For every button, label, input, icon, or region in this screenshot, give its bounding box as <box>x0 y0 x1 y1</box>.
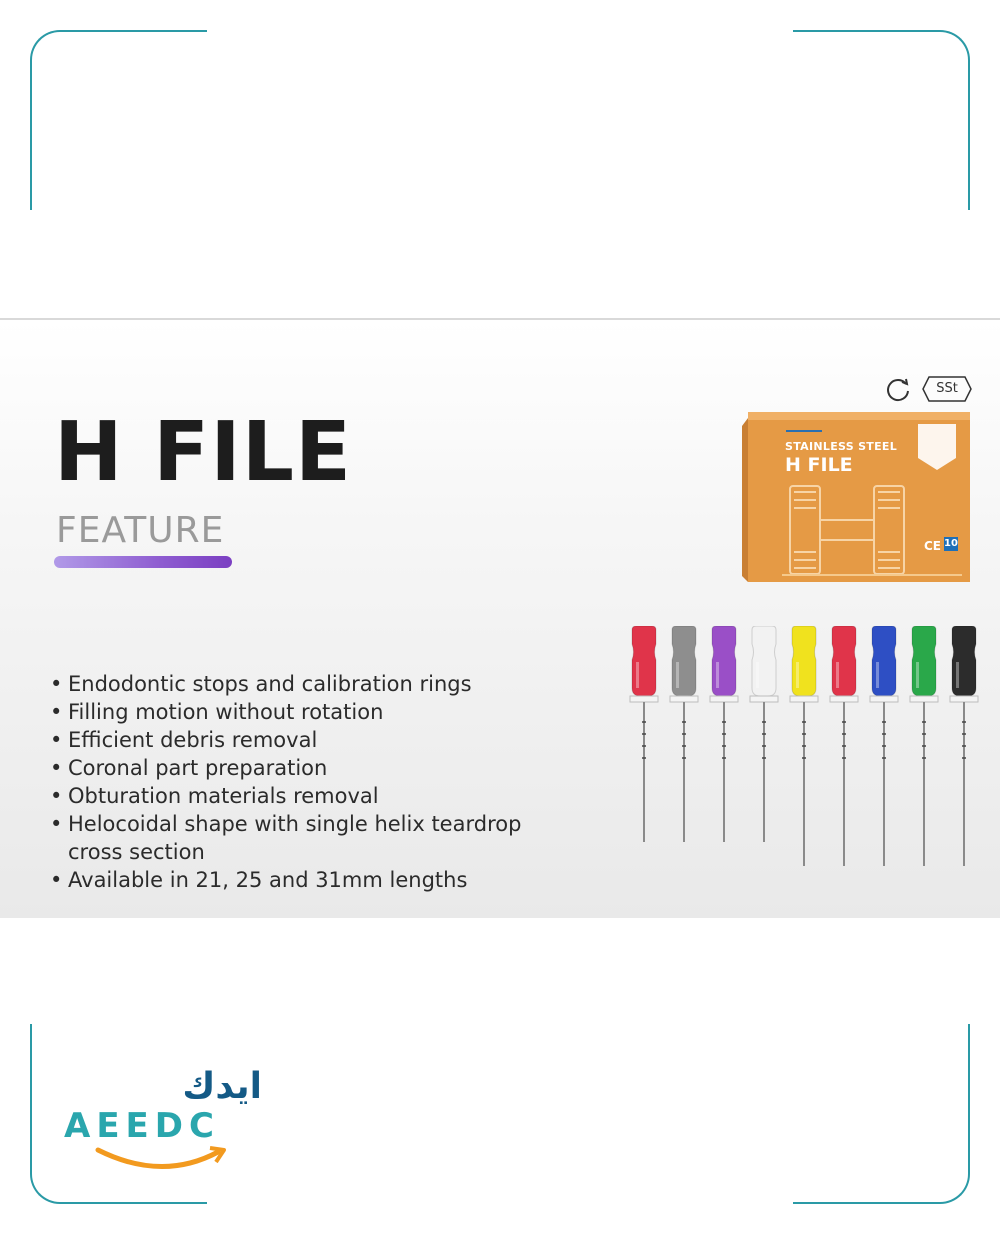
hand-file <box>750 626 778 842</box>
feature-list <box>50 670 568 894</box>
hand-file <box>670 626 698 842</box>
product-banner <box>0 318 1000 918</box>
feature-item: • Obturation materials removal <box>50 782 568 810</box>
feature-item: • Available in 21, 25 and 31mm lengths <box>50 866 568 894</box>
section-subtitle: FEATURE <box>56 510 225 551</box>
box-label-material: STAINLESS STEEL <box>785 440 898 453</box>
svg-text:CE: CE <box>924 539 942 553</box>
frame-corner-bottom-right <box>793 1024 970 1204</box>
box-size-badge: 10 <box>944 538 958 549</box>
logo-latin-text: AEEDC <box>64 1106 220 1146</box>
logo-arabic-text: ايدك <box>182 1066 262 1107</box>
box-label-product: H FILE <box>785 454 853 476</box>
feature-item: • Helocoidal shape with single helix teardrop cross section <box>50 810 568 866</box>
hand-file <box>950 626 978 866</box>
product-box <box>742 412 974 588</box>
feature-item: • Efficient debris removal <box>50 726 568 754</box>
feature-item: • Filling motion without rotation <box>50 698 568 726</box>
aeedc-logo <box>62 1066 272 1176</box>
feature-item: • Endodontic stops and calibration rings <box>50 670 568 698</box>
hand-file <box>710 626 738 842</box>
frame-corner-top-right <box>793 30 970 210</box>
smile-arrow-icon <box>92 1144 232 1174</box>
hand-file <box>790 626 818 866</box>
h-files-illustration <box>624 626 984 876</box>
accent-bar <box>54 556 232 568</box>
hand-file <box>910 626 938 866</box>
feature-item: • Coronal part preparation <box>50 754 568 782</box>
material-badge <box>922 375 972 403</box>
product-title: H FILE <box>54 405 352 500</box>
hand-file <box>630 626 658 842</box>
reuse-icon <box>884 376 912 404</box>
hand-file <box>830 626 858 866</box>
product-box-icon <box>742 412 974 588</box>
material-badge-label: SSt <box>936 381 958 396</box>
frame-corner-top-left <box>30 30 207 210</box>
hand-file <box>870 626 898 866</box>
